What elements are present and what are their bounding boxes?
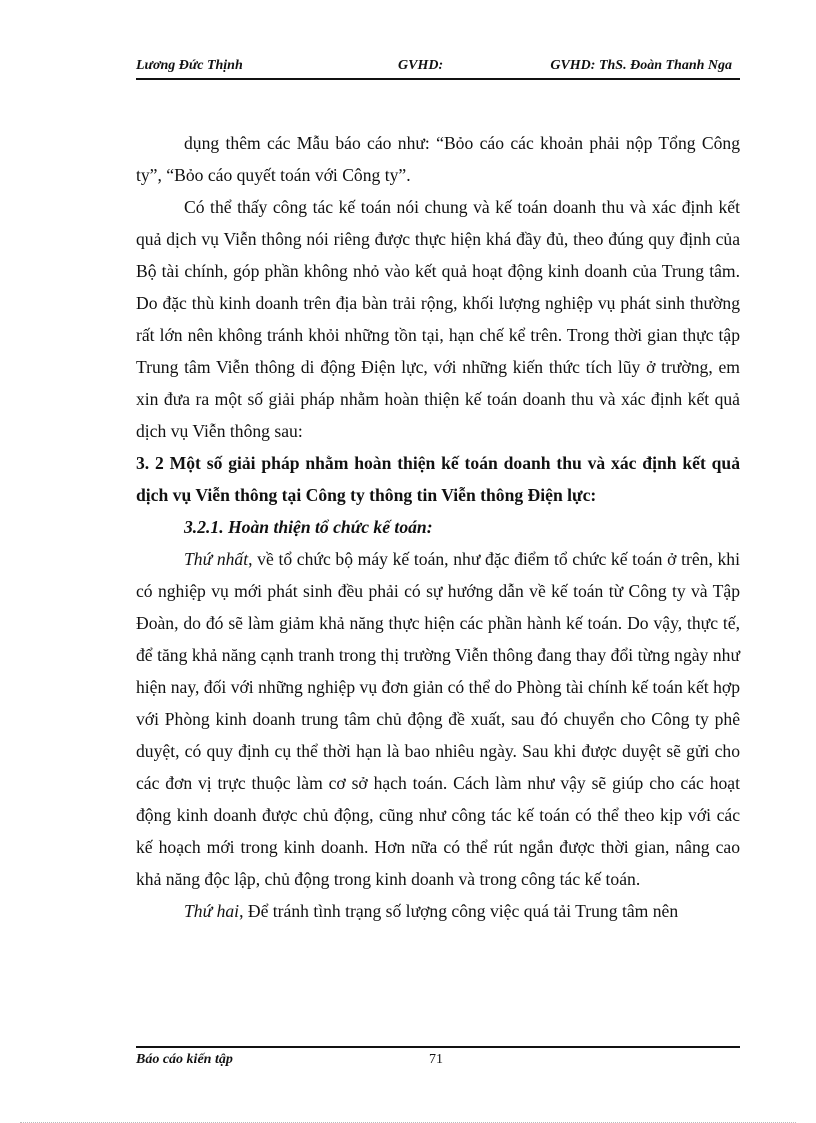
header-gvhd-label: GVHD: xyxy=(398,58,444,73)
page-number: 71 xyxy=(429,1052,443,1067)
paragraph-first-solution xyxy=(136,543,740,895)
footer-report-title: Báo cáo kiến tập xyxy=(136,1052,233,1067)
footer-divider xyxy=(136,1046,740,1048)
paragraph-summary: Có thể thấy công tác kế toán nói chung và kế toán doanh thu và xác định kết quả dịch vụ Viễn thông nói riêng được thực hiện khá đầy đủ, theo đúng quy định của Bộ tài chính, góp phần không nhỏ vào kết quả hoạt động kinh doanh của Trung tâm. Do đặc thù kinh doanh trên địa bàn trải rộng, khối lượng nghiệp vụ phát sinh thường rất lớn nên không tránh khỏi những tồn tại, hạn chế kể trên. Trong thời gian thực tập Trung tâm Viễn thông di động Điện lực, với những kiến thức tích lũy ở trường, em xin đưa ra một số giải pháp nhằm hoàn thiện kế toán doanh thu và xác định kết quả dịch vụ Viễn thông sau: xyxy=(136,197,740,441)
paragraph-lead-second: Thứ hai xyxy=(184,901,240,921)
page-header xyxy=(136,56,740,78)
paragraph-second-solution xyxy=(136,895,740,927)
header-divider xyxy=(136,78,740,80)
header-advisor: GVHD: ThS. Đoàn Thanh Nga xyxy=(550,58,732,73)
document-body xyxy=(136,127,740,927)
section-heading: 3. 2 Một số giải pháp nhằm hoàn thiện kế toán doanh thu và xác định kết quả dịch vụ Viễn thông tại Công ty thông tin Viễn thông Điện lực: xyxy=(136,453,740,505)
paragraph-lead-first: Thứ nhất xyxy=(184,549,249,569)
page-footer xyxy=(136,1052,740,1072)
paragraph-continuation: dụng thêm các Mẫu báo cáo như: “Bỏo cáo các khoản phải nộp Tổng Công ty”, “Bỏo cáo quyết toán với Công ty”. xyxy=(136,133,740,185)
paragraph-second-text: , Để tránh tình trạng số lượng công việc quá tải Trung tâm nên xyxy=(239,901,679,921)
subsection-heading: 3.2.1. Hoàn thiện tổ chức kế toán: xyxy=(184,517,433,537)
paragraph-first-text: , về tổ chức bộ máy kế toán, như đặc điểm tổ chức kế toán ở trên, khi có nghiệp vụ mới phát sinh đều phải có sự hướng dẫn về kế toán từ Công ty và Tập Đoàn, do đó sẽ làm giảm khả năng thực hiện các phần hành kế toán. Do vậy, thực tế, để tăng khả năng cạnh tranh trong thị trường Viễn thông đang thay đổi từng ngày như hiện nay, đối với những nghiệp vụ đơn giản có thể do Phòng tài chính kế toán kết hợp với Phòng kinh doanh trung tâm chủ động đề xuất, sau đó chuyển cho Công ty phê duyệt, có quy định cụ thể thời hạn là bao nhiêu ngày. Sau khi được duyệt sẽ gửi cho các đơn vị trực thuộc làm cơ sở hạch toán. Cách làm như vậy sẽ giúp cho các hoạt động kinh doanh được chủ động, cũng như công tác kế toán có thể theo kịp với các kế hoạch mới trong kinh doanh. Hơn nữa có thể rút ngắn được thời gian, nâng cao khả năng độc lập, chủ động trong kinh doanh và trong công tác kế toán. xyxy=(136,549,740,889)
header-author: Lương Đức Thịnh xyxy=(136,58,243,73)
